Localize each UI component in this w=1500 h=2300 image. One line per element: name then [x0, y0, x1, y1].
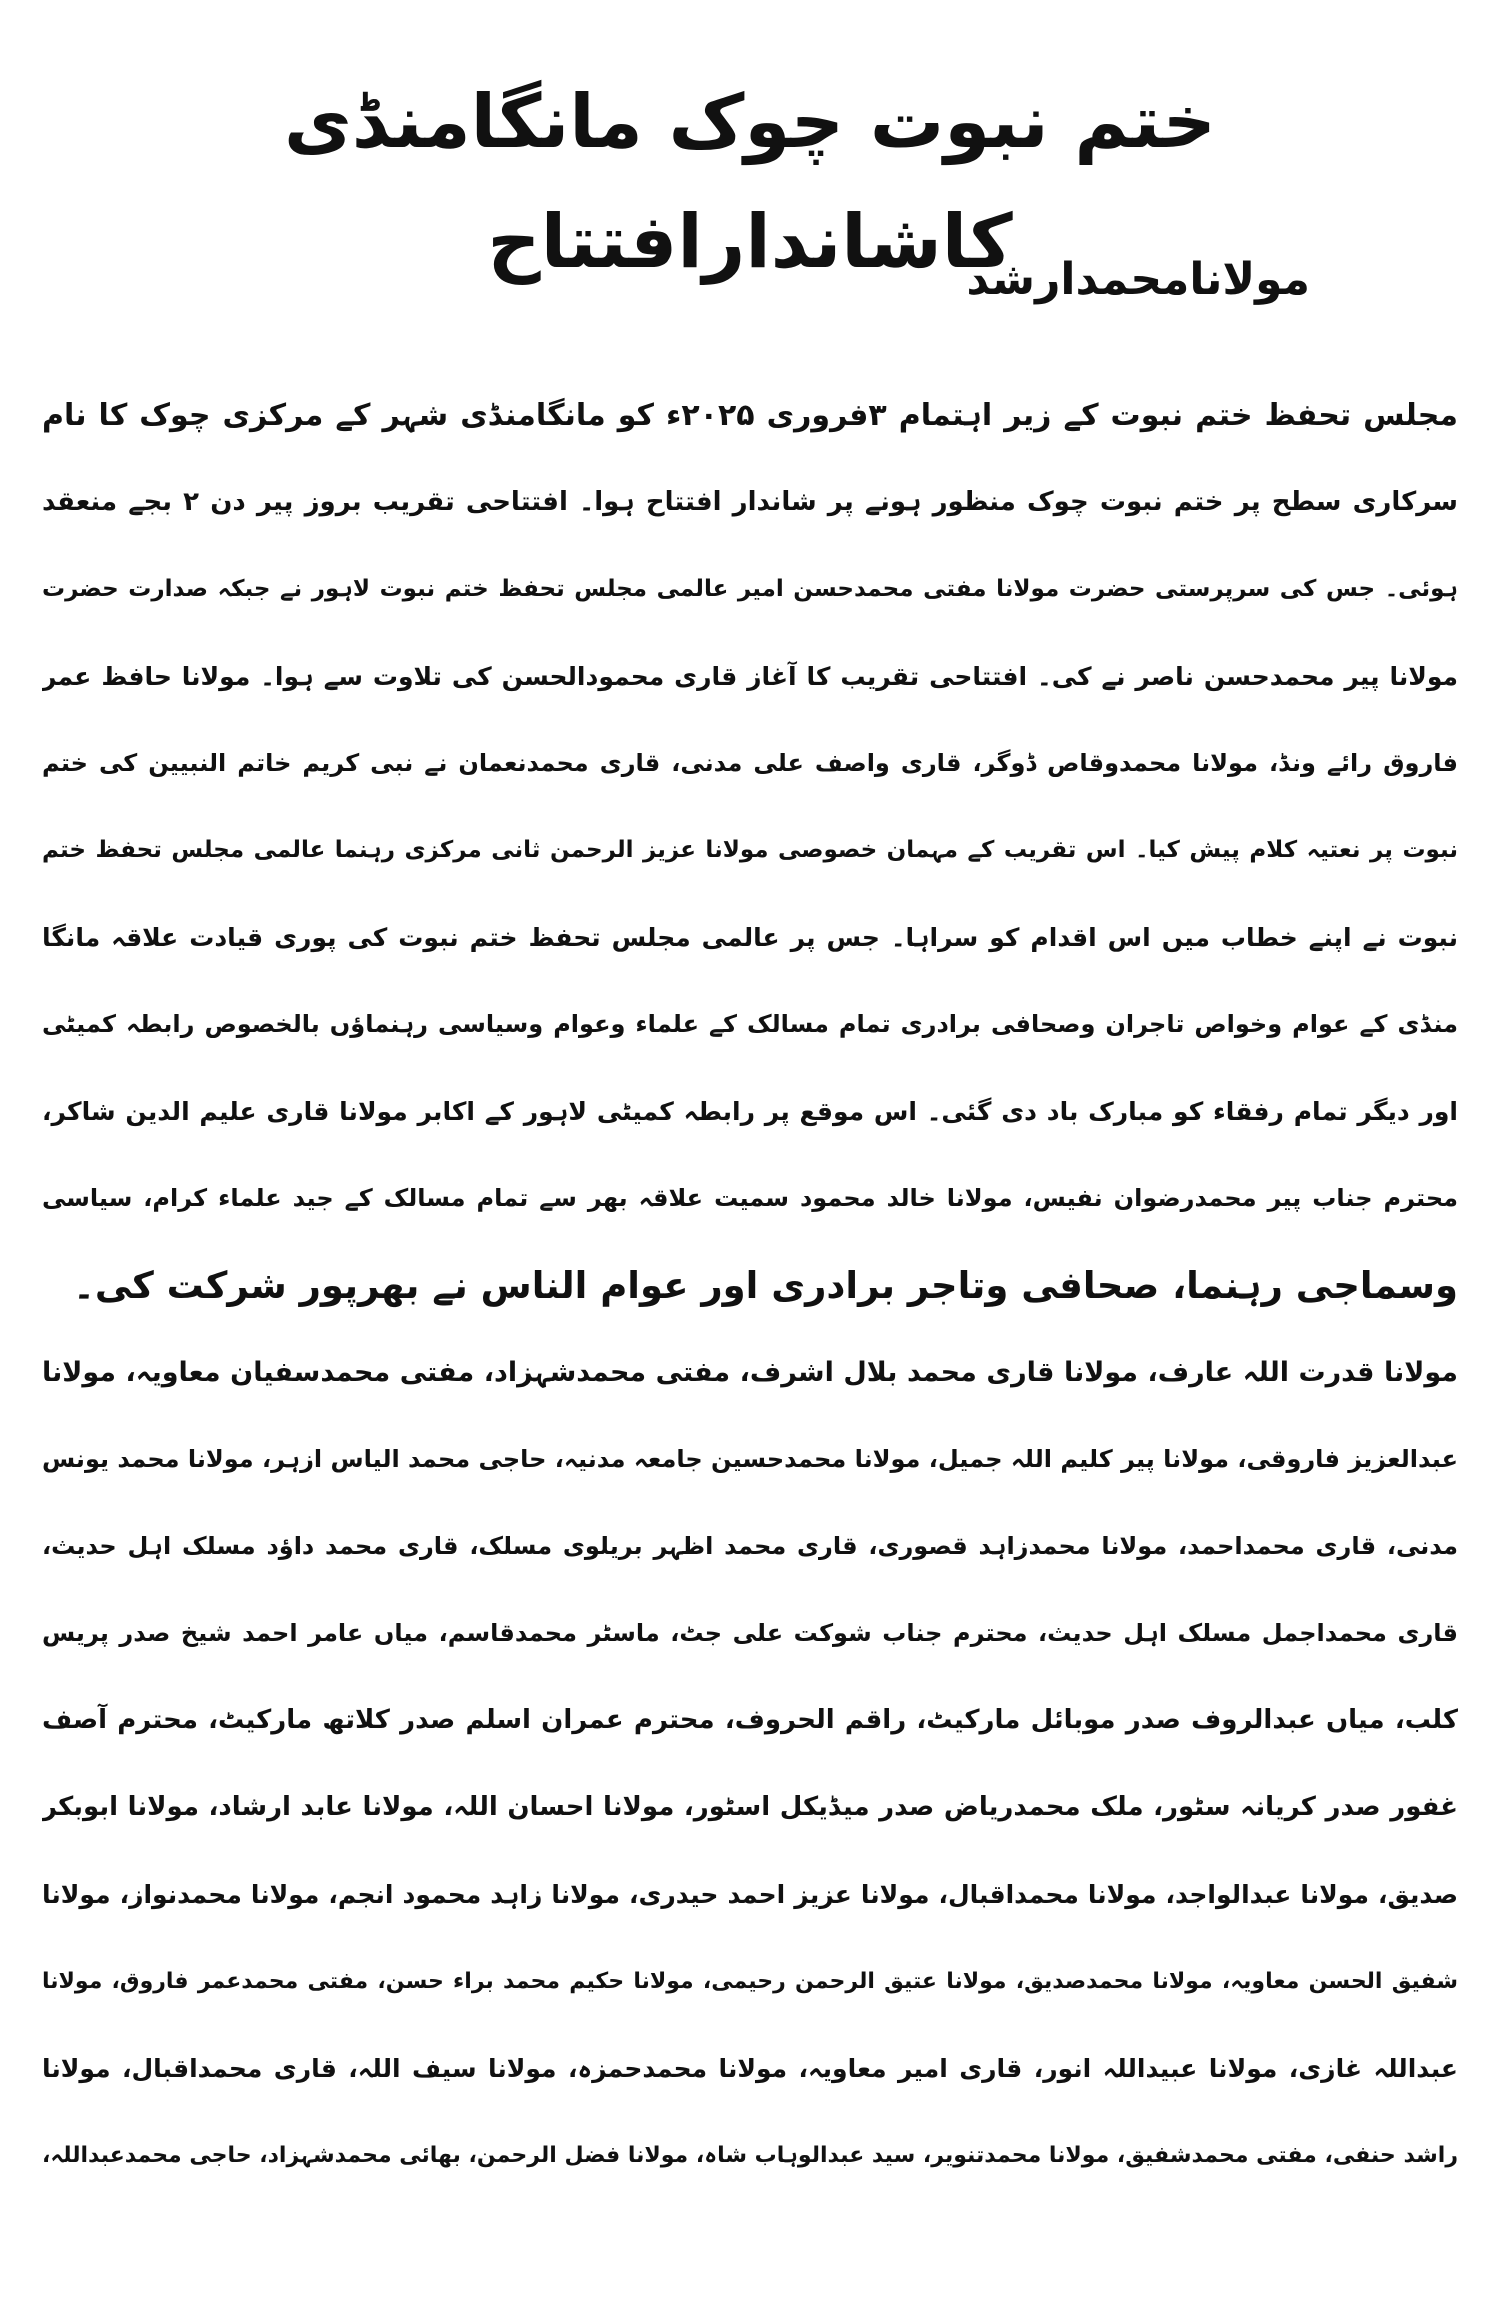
text-line: فاروق رائے ونڈ، مولانا محمدوقاص ڈوگر، قاری واصف علی مدنی، قاری محمدنعمان نے نبی کریم خاتم النبیین کی ختم — [42, 749, 1458, 777]
paragraph-1 — [42, 372, 1458, 1329]
text-line: غفور صدر کریانہ سٹور، ملک محمدریاض صدر میڈیکل اسٹور، مولانا احسان اللہ، مولانا عابد ارشاد، مولانا ابوبکر — [42, 1792, 1458, 1822]
text-line: نبوت نے اپنے خطاب میں اس اقدام کو سراہا۔ جس پر عالمی مجلس تحفظ ختم نبوت کی پوری قیادت علاقہ مانگا — [42, 923, 1458, 952]
text-line: قاری محمداجمل مسلک اہل حدیث، محترم جناب شوکت علی جٹ، ماسٹر محمدقاسم، میاں عامر احمد شیخ صدر پریس — [42, 1619, 1458, 1647]
text-line: اور دیگر تمام رفقاء کو مبارک باد دی گئی۔ اس موقع پر رابطہ کمیٹی لاہور کے اکابر مولانا قاری علیم الدین شاکر، — [42, 1097, 1458, 1126]
author-byline: مولانامحمدارشد — [966, 254, 1310, 305]
text-line: مولانا قدرت اللہ عارف، مولانا قاری محمد بلال اشرف، مفتی محمدشہزاد، مفتی محمدسفیان معاویہ، مولانا — [42, 1357, 1458, 1388]
text-line: مجلس تحفظ ختم نبوت کے زیر اہتمام ۳فروری ۲۰۲۵ء کو مانگامنڈی شہر کے مرکزی چوک کا نام — [42, 398, 1458, 433]
text-line: عبدالعزیز فاروقی، مولانا پیر کلیم اللہ جمیل، مولانا محمدحسین جامعہ مدنیہ، حاجی محمد الیاس ازہر، مولانا محمد یونس — [42, 1445, 1458, 1473]
text-line: مدنی، قاری محمداحمد، مولانا محمدزاہد قصوری، قاری محمد اظہر بریلوی مسلک، قاری محمد داؤد مسلک اہل حدیث، — [42, 1532, 1458, 1560]
text-line: راشد حنفی، مفتی محمدشفیق، مولانا محمدتنویر، سید عبدالوہاب شاہ، مولانا فضل الرحمن، بھائی محمدشہزاد، حاجی محمدعبداللہ، — [42, 2143, 1458, 2168]
text-line: وسماجی رہنما، صحافی وتاجر برادری اور عوام الناس نے بھرپور شرکت کی۔ — [73, 1264, 1458, 1307]
text-line: شفیق الحسن معاویہ، مولانا محمدصدیق، مولانا عتیق الرحمن رحیمی، مولانا حکیم محمد براء حسن، مفتی محمدعمر فاروق، مولانا — [42, 1969, 1458, 1994]
text-line: مولانا پیر محمدحسن ناصر نے کی۔ افتتاحی تقریب کا آغاز قاری محمودالحسن کی تلاوت سے ہوا۔ مولانا حافظ عمر — [42, 662, 1458, 691]
text-line: نبوت پر نعتیہ کلام پیش کیا۔ اس تقریب کے مہمان خصوصی مولانا عزیز الرحمن ثانی مرکزی رہنما عالمی مجلس تحفظ ختم — [42, 837, 1458, 863]
text-line: سرکاری سطح پر ختم نبوت چوک منظور ہونے پر شاندار افتتاح ہوا۔ افتتاحی تقریب بروز پیر دن ۲ بجے منعقد — [42, 487, 1458, 517]
text-line: ہوئی۔ جس کی سرپرستی حضرت مولانا مفتی محمدحسن امیر عالمی مجلس تحفظ ختم نبوت لاہور نے جبکہ صدارت حضرت — [42, 576, 1458, 602]
article-body — [42, 372, 1458, 2199]
text-line: عبداللہ غازی، مولانا عبیداللہ انور، قاری امیر معاویہ، مولانا محمدحمزہ، مولانا سیف اللہ، قاری محمداقبال، مولانا — [42, 2054, 1458, 2083]
text-line: منڈی کے عوام وخواص تاجران وصحافی برادری تمام مسالک کے علماء وعوام وسیاسی رہنماؤں بالخصوص رابطہ کمیٹی — [42, 1010, 1458, 1038]
article-title: ختم نبوت چوک مانگامنڈی کاشاندارافتتاح — [284, 79, 1216, 285]
paragraph-2 — [42, 1329, 1458, 2199]
text-line: صدیق، مولانا عبدالواجد، مولانا محمداقبال، مولانا عزیز احمد حیدری، مولانا زاہد محمود انجم، مولانا محمدنواز، مولانا — [42, 1880, 1458, 1909]
text-line: محترم جناب پیر محمدرضوان نفیس، مولانا خالد محمود سمیت علاقہ بھر سے تمام مسالک کے جید علماء کرام، سیاسی — [42, 1184, 1458, 1212]
text-line: کلب، میاں عبدالروف صدر موبائل مارکیٹ، راقم الحروف، محترم عمران اسلم صدر کلاتھ مارکیٹ، محترم آصف — [42, 1705, 1458, 1735]
